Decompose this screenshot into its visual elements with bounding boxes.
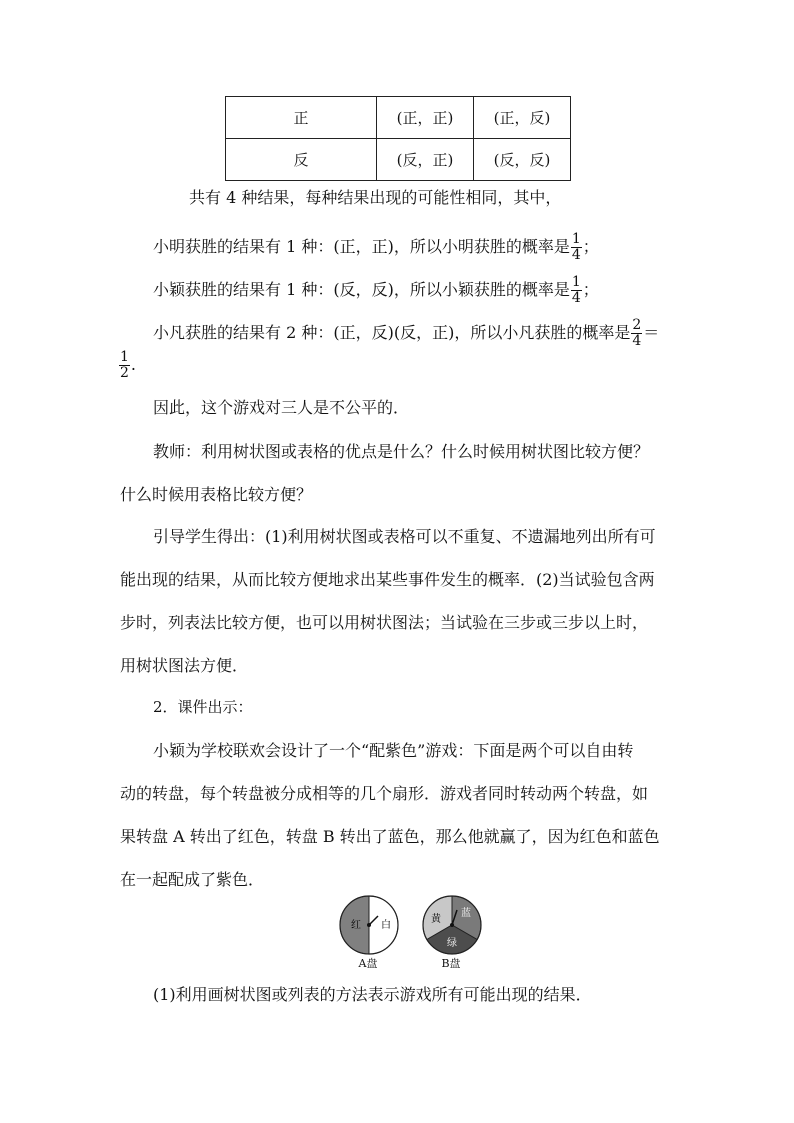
section-heading: 2．课件出示： <box>153 698 253 716</box>
guide-line: 能出现的结果，从而比较方便地求出某些事件发生的概率．(2)当试验包含两 <box>120 570 655 589</box>
problem-line: 果转盘 A 转出了红色，转盘 B 转出了蓝色，那么他就赢了，因为红色和蓝色 <box>120 827 660 846</box>
spinner-a-caption: A盘 <box>358 957 378 970</box>
guide-line: 步时，列表法比较方便，也可以用树状图法；当试验在三步或三步以上时， <box>120 613 649 632</box>
teacher-question: 教师：利用树状图或表格的优点是什么？什么时候用树状图比较方便？ <box>153 442 650 461</box>
table-cell: (反，正) <box>377 139 474 181</box>
table-cell: (正，反) <box>474 97 571 139</box>
numerator: 1 <box>571 274 581 290</box>
teacher-question-cont: 什么时候用表格比较方便？ <box>120 485 313 504</box>
xiaofan-text: 小凡获胜的结果有 2 种：(正，反)(反，正)，所以小凡获胜的概率是 <box>153 323 631 342</box>
numerator: 1 <box>120 349 129 365</box>
numerator: 2 <box>632 317 642 333</box>
fraction <box>631 318 642 349</box>
table-cell: 反 <box>226 139 377 181</box>
spinner-b-caption: B盘 <box>441 957 461 970</box>
table-cell: (反，反) <box>474 139 571 181</box>
paragraph-results: 共有 4 种结果，每种结果出现的可能性相同，其中， <box>189 188 562 207</box>
outcome-table <box>225 96 571 181</box>
equals-sign: ＝ <box>643 323 660 342</box>
sector-label: 黄 <box>431 914 441 925</box>
sector-label: 绿 <box>447 938 457 949</box>
denominator: 4 <box>571 247 581 263</box>
guide-line: 引导学生得出：(1)利用树状图或表格可以不重复、不遗漏地列出所有可 <box>153 527 656 546</box>
fraction <box>571 232 582 263</box>
punct: . <box>130 355 137 374</box>
xiaoming-probability <box>153 232 599 263</box>
fraction <box>119 350 130 381</box>
table-row <box>226 97 571 139</box>
problem-line: 小颖为学校联欢会设计了一个“配紫色”游戏：下面是两个可以自由转 <box>153 741 634 760</box>
task-1: (1)利用画树状图或列表的方法表示游戏所有可能出现的结果． <box>153 985 592 1004</box>
denominator: 2 <box>120 365 129 381</box>
table-row <box>226 139 571 181</box>
table-cell: 正 <box>226 97 377 139</box>
xiaoying-text: 小颖获胜的结果有 1 种：(反，反)，所以小颖获胜的概率是 <box>153 280 570 299</box>
spinner-b <box>421 894 483 956</box>
xiaofan-probability <box>153 318 659 349</box>
pivot-icon <box>450 923 454 927</box>
table-cell: (正，正) <box>377 97 474 139</box>
punct: ； <box>582 280 599 299</box>
punct: ； <box>582 237 599 256</box>
xiaoying-probability <box>153 275 599 306</box>
xiaoming-text: 小明获胜的结果有 1 种：(正，正)，所以小明获胜的概率是 <box>153 237 570 256</box>
conclusion: 因此，这个游戏对三人是不公平的． <box>153 398 410 417</box>
xiaofan-result <box>118 350 136 381</box>
numerator: 1 <box>571 231 581 247</box>
sector-label: 蓝 <box>461 908 471 919</box>
denominator: 4 <box>571 290 581 306</box>
guide-line: 用树状图法方便． <box>120 656 249 675</box>
problem-line: 在一起配成了紫色． <box>120 870 265 889</box>
denominator: 4 <box>632 333 642 349</box>
spinner-a <box>338 894 400 956</box>
sector-label: 红 <box>351 920 361 931</box>
sector-label: 白 <box>381 920 391 931</box>
fraction <box>571 275 582 306</box>
problem-line: 动的转盘，每个转盘被分成相等的几个扇形．游戏者同时转动两个转盘，如 <box>120 784 649 803</box>
pivot-icon <box>367 923 371 927</box>
